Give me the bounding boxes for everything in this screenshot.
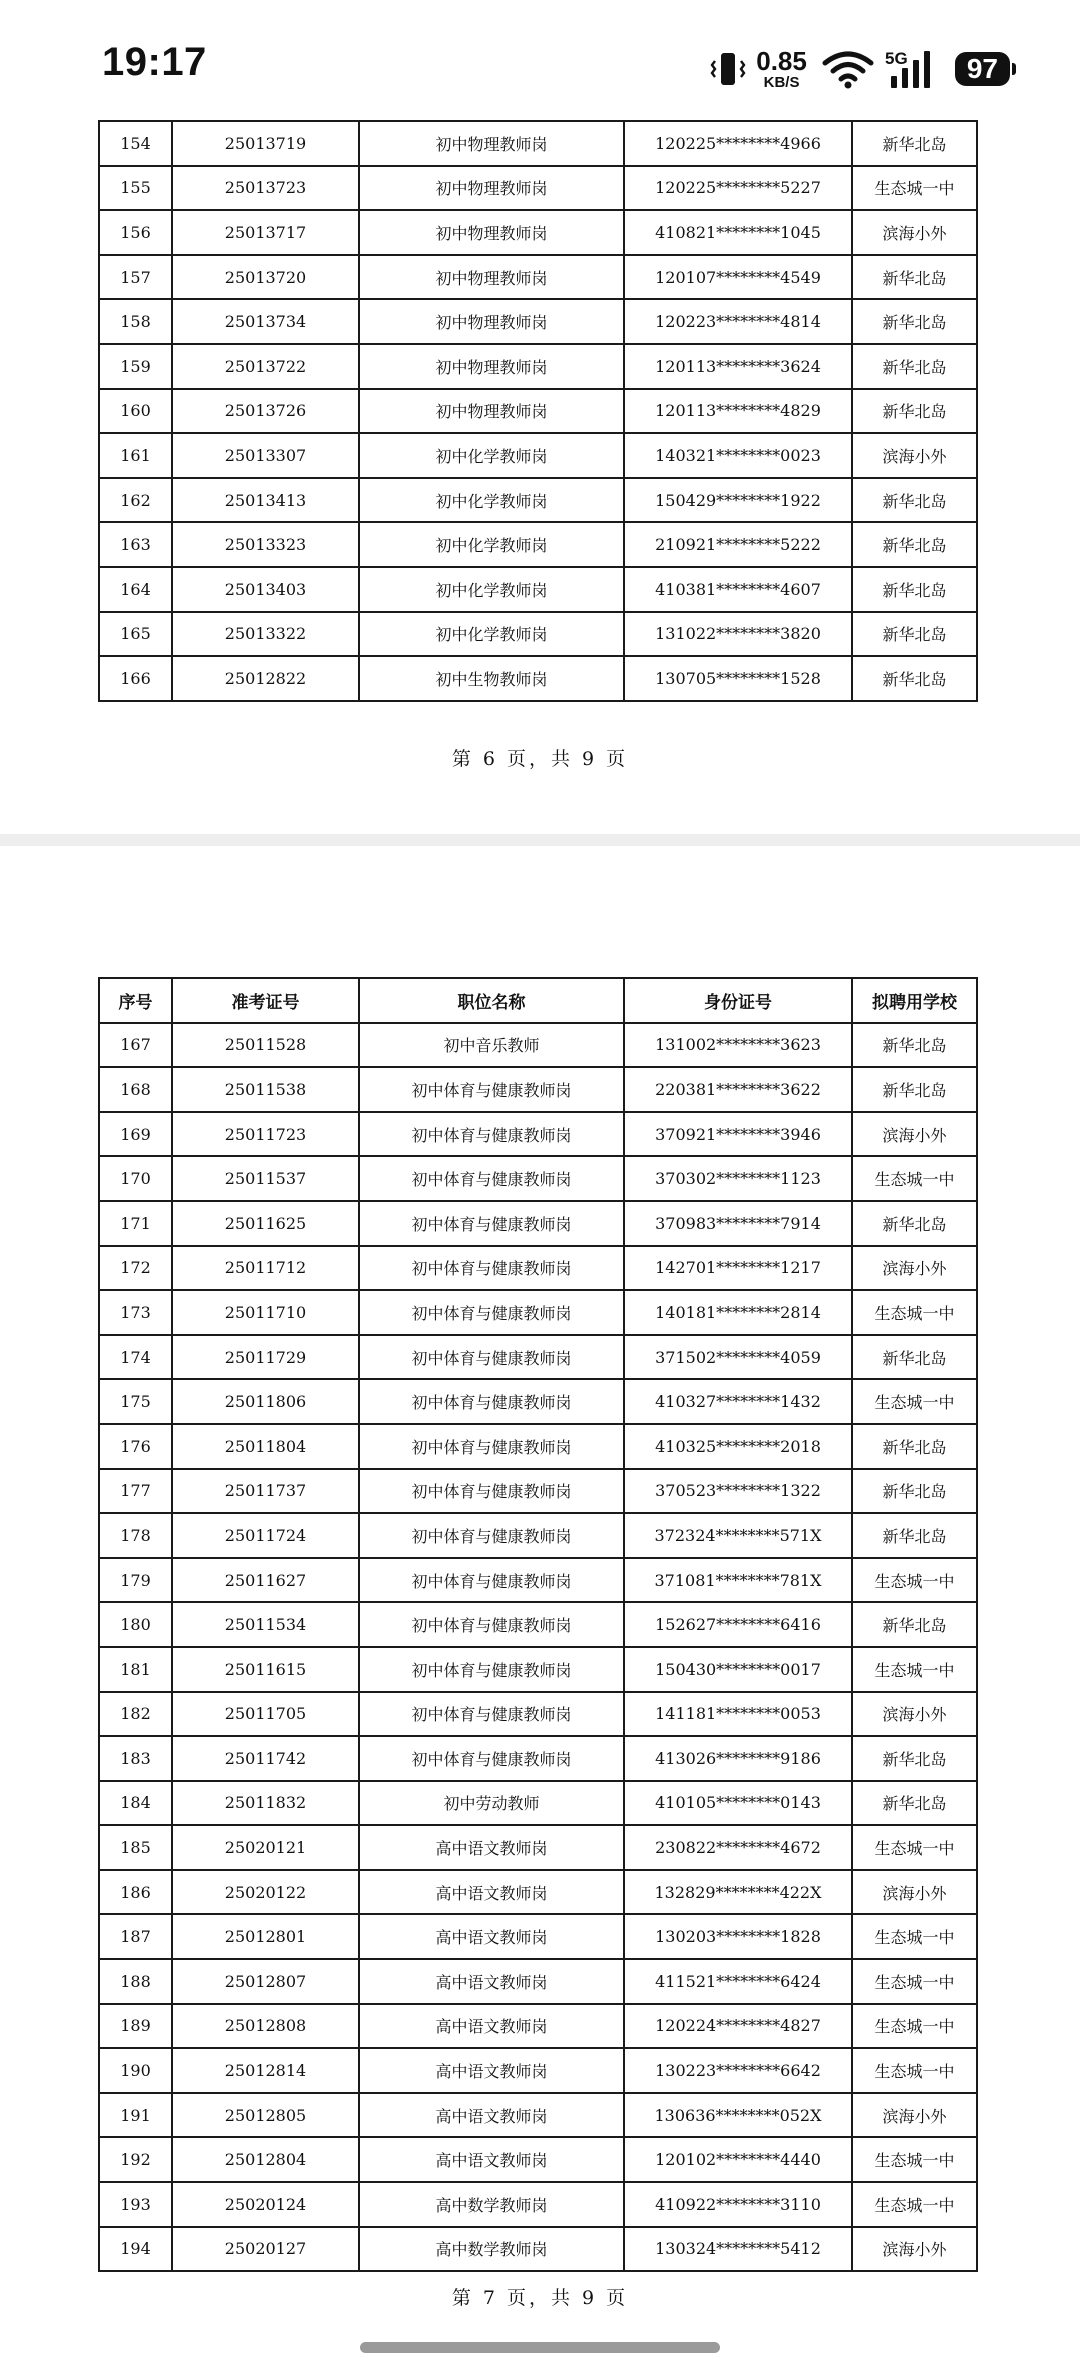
cell-school: 滨海小外 <box>852 1692 977 1737</box>
cell-id-number: 142701********1217 <box>624 1246 852 1291</box>
cell-position: 初中物理教师岗 <box>359 210 624 255</box>
network-type-label: 5G <box>884 49 908 68</box>
cell-exam-id: 25013720 <box>172 255 359 300</box>
table-row <box>99 255 977 300</box>
cell-index: 186 <box>99 1870 172 1915</box>
table-row <box>99 1914 977 1959</box>
cell-exam-id: 25020127 <box>172 2227 359 2272</box>
cell-id-number: 410922********3110 <box>624 2182 852 2227</box>
cell-school: 生态城一中 <box>852 1914 977 1959</box>
cell-id-number: 220381********3622 <box>624 1067 852 1112</box>
battery-icon <box>955 52 1010 86</box>
header-position: 职位名称 <box>359 978 624 1023</box>
cell-position: 初中生物教师岗 <box>359 656 624 701</box>
cell-id-number: 130636********052X <box>624 2093 852 2138</box>
cell-index: 192 <box>99 2137 172 2182</box>
cell-position: 初中物理教师岗 <box>359 344 624 389</box>
cell-index: 164 <box>99 567 172 612</box>
cell-school: 新华北岛 <box>852 1023 977 1068</box>
cell-position: 初中化学教师岗 <box>359 522 624 567</box>
cell-index: 176 <box>99 1424 172 1469</box>
cell-school: 新华北岛 <box>852 1513 977 1558</box>
status-time: 19:17 <box>102 40 207 84</box>
page-7-table-body <box>99 1023 977 2272</box>
page-6-table <box>98 120 978 702</box>
cell-index: 189 <box>99 2004 172 2049</box>
cell-exam-id: 25012804 <box>172 2137 359 2182</box>
cell-position: 初中体育与健康教师岗 <box>359 1290 624 1335</box>
cell-school: 新华北岛 <box>852 389 977 434</box>
cell-exam-id: 25011832 <box>172 1781 359 1826</box>
cell-exam-id: 25020124 <box>172 2182 359 2227</box>
cell-exam-id: 25011712 <box>172 1246 359 1291</box>
cell-position: 初中体育与健康教师岗 <box>359 1424 624 1469</box>
net-speed <box>756 48 807 90</box>
table-row <box>99 2048 977 2093</box>
cell-position: 初中化学教师岗 <box>359 433 624 478</box>
cell-exam-id: 25012822 <box>172 656 359 701</box>
cell-index: 193 <box>99 2182 172 2227</box>
table-row <box>99 1246 977 1291</box>
table-row <box>99 121 977 166</box>
table-row <box>99 1335 977 1380</box>
cell-exam-id: 25013323 <box>172 522 359 567</box>
table-row <box>99 1513 977 1558</box>
cell-position: 初中体育与健康教师岗 <box>359 1201 624 1246</box>
cell-id-number: 130324********5412 <box>624 2227 852 2272</box>
cell-position: 初中化学教师岗 <box>359 567 624 612</box>
cell-index: 180 <box>99 1602 172 1647</box>
cell-index: 160 <box>99 389 172 434</box>
table-row <box>99 389 977 434</box>
cell-position: 高中数学教师岗 <box>359 2227 624 2272</box>
table-row <box>99 1647 977 1692</box>
table-row <box>99 433 977 478</box>
page-6-table-body <box>99 121 977 701</box>
table-row <box>99 1558 977 1603</box>
cell-exam-id: 25012801 <box>172 1914 359 1959</box>
cell-id-number: 131002********3623 <box>624 1023 852 1068</box>
signal-icon <box>885 48 939 90</box>
cell-id-number: 132829********422X <box>624 1870 852 1915</box>
cell-id-number: 120102********4440 <box>624 2137 852 2182</box>
cell-school: 新华北岛 <box>852 121 977 166</box>
cell-index: 191 <box>99 2093 172 2138</box>
cell-exam-id: 25013403 <box>172 567 359 612</box>
page-7-table <box>98 977 978 2272</box>
cell-id-number: 410821********1045 <box>624 210 852 255</box>
table-row <box>99 1290 977 1335</box>
header-exam-id: 准考证号 <box>172 978 359 1023</box>
cell-id-number: 140321********0023 <box>624 433 852 478</box>
cell-position: 初中体育与健康教师岗 <box>359 1067 624 1112</box>
cell-id-number: 140181********2814 <box>624 1290 852 1335</box>
table-row <box>99 1023 977 1068</box>
cell-index: 175 <box>99 1379 172 1424</box>
cell-school: 生态城一中 <box>852 1379 977 1424</box>
cell-exam-id: 25011806 <box>172 1379 359 1424</box>
table-row <box>99 1825 977 1870</box>
cell-exam-id: 25011737 <box>172 1469 359 1514</box>
cell-index: 184 <box>99 1781 172 1826</box>
cell-school: 生态城一中 <box>852 2182 977 2227</box>
cell-school: 滨海小外 <box>852 1112 977 1157</box>
cell-school: 生态城一中 <box>852 1647 977 1692</box>
cell-school: 新华北岛 <box>852 1201 977 1246</box>
cell-index: 159 <box>99 344 172 389</box>
home-indicator[interactable] <box>360 2342 720 2353</box>
cell-id-number: 130203********1828 <box>624 1914 852 1959</box>
table-row <box>99 1156 977 1201</box>
cell-index: 165 <box>99 612 172 657</box>
cell-index: 171 <box>99 1201 172 1246</box>
table-row <box>99 1781 977 1826</box>
cell-school: 滨海小外 <box>852 433 977 478</box>
cell-school: 新华北岛 <box>852 344 977 389</box>
table-row <box>99 478 977 523</box>
cell-school: 新华北岛 <box>852 656 977 701</box>
cell-id-number: 141181********0053 <box>624 1692 852 1737</box>
header-id-number: 身份证号 <box>624 978 852 1023</box>
cell-index: 174 <box>99 1335 172 1380</box>
cell-school: 滨海小外 <box>852 210 977 255</box>
cell-id-number: 130705********1528 <box>624 656 852 701</box>
cell-position: 初中体育与健康教师岗 <box>359 1246 624 1291</box>
table-row <box>99 522 977 567</box>
cell-position: 初中体育与健康教师岗 <box>359 1692 624 1737</box>
table-row <box>99 1602 977 1647</box>
cell-school: 滨海小外 <box>852 2227 977 2272</box>
table-header-row <box>99 978 977 1023</box>
cell-position: 初中体育与健康教师岗 <box>359 1736 624 1781</box>
cell-exam-id: 25013307 <box>172 433 359 478</box>
table-row <box>99 2137 977 2182</box>
cell-position: 高中语文教师岗 <box>359 1959 624 2004</box>
header-school: 拟聘用学校 <box>852 978 977 1023</box>
cell-exam-id: 25011538 <box>172 1067 359 1112</box>
cell-id-number: 410325********2018 <box>624 1424 852 1469</box>
cell-school: 生态城一中 <box>852 2004 977 2049</box>
cell-id-number: 120113********4829 <box>624 389 852 434</box>
cell-school: 新华北岛 <box>852 567 977 612</box>
cell-position: 高中语文教师岗 <box>359 2048 624 2093</box>
cell-index: 167 <box>99 1023 172 1068</box>
cell-exam-id: 25011729 <box>172 1335 359 1380</box>
cell-index: 187 <box>99 1914 172 1959</box>
cell-exam-id: 25013734 <box>172 299 359 344</box>
cell-exam-id: 25011625 <box>172 1201 359 1246</box>
cell-position: 初中体育与健康教师岗 <box>359 1558 624 1603</box>
cell-exam-id: 25013719 <box>172 121 359 166</box>
table-row <box>99 2182 977 2227</box>
cell-school: 新华北岛 <box>852 1424 977 1469</box>
cell-index: 182 <box>99 1692 172 1737</box>
cell-index: 172 <box>99 1246 172 1291</box>
table-row <box>99 2227 977 2272</box>
table-row <box>99 1112 977 1157</box>
cell-index: 170 <box>99 1156 172 1201</box>
cell-position: 初中体育与健康教师岗 <box>359 1156 624 1201</box>
header-index: 序号 <box>99 978 172 1023</box>
table-row <box>99 344 977 389</box>
cell-exam-id: 25011627 <box>172 1558 359 1603</box>
cell-id-number: 410381********4607 <box>624 567 852 612</box>
cell-index: 169 <box>99 1112 172 1157</box>
cell-school: 新华北岛 <box>852 522 977 567</box>
cell-id-number: 120223********4814 <box>624 299 852 344</box>
table-row <box>99 567 977 612</box>
cell-position: 初中物理教师岗 <box>359 255 624 300</box>
cell-index: 168 <box>99 1067 172 1112</box>
status-icons <box>710 46 1010 92</box>
cell-id-number: 413026********9186 <box>624 1736 852 1781</box>
battery-level: 97 <box>966 53 998 84</box>
cell-exam-id: 25013723 <box>172 166 359 211</box>
cell-exam-id: 25012814 <box>172 2048 359 2093</box>
cell-index: 194 <box>99 2227 172 2272</box>
cell-school: 滨海小外 <box>852 1870 977 1915</box>
cell-school: 滨海小外 <box>852 2093 977 2138</box>
cell-school: 新华北岛 <box>852 299 977 344</box>
cell-school: 新华北岛 <box>852 1781 977 1826</box>
cell-id-number: 131022********3820 <box>624 612 852 657</box>
cell-position: 高中语文教师岗 <box>359 2093 624 2138</box>
cell-exam-id: 25011742 <box>172 1736 359 1781</box>
table-row <box>99 299 977 344</box>
cell-school: 生态城一中 <box>852 1290 977 1335</box>
status-bar <box>0 0 1080 120</box>
cell-exam-id: 25011705 <box>172 1692 359 1737</box>
page-separator <box>0 834 1080 846</box>
cell-exam-id: 25013413 <box>172 478 359 523</box>
cell-position: 初中体育与健康教师岗 <box>359 1602 624 1647</box>
cell-id-number: 370523********1322 <box>624 1469 852 1514</box>
table-row <box>99 656 977 701</box>
cell-index: 185 <box>99 1825 172 1870</box>
cell-exam-id: 25011804 <box>172 1424 359 1469</box>
table-row <box>99 1736 977 1781</box>
cell-school: 新华北岛 <box>852 1469 977 1514</box>
cell-position: 初中体育与健康教师岗 <box>359 1112 624 1157</box>
cell-id-number: 410327********1432 <box>624 1379 852 1424</box>
cell-id-number: 370983********7914 <box>624 1201 852 1246</box>
cell-index: 157 <box>99 255 172 300</box>
table-row <box>99 1201 977 1246</box>
cell-exam-id: 25012808 <box>172 2004 359 2049</box>
cell-exam-id: 25011615 <box>172 1647 359 1692</box>
cell-school: 生态城一中 <box>852 1825 977 1870</box>
cell-exam-id: 25011710 <box>172 1290 359 1335</box>
cell-id-number: 150429********1922 <box>624 478 852 523</box>
cell-position: 初中化学教师岗 <box>359 478 624 523</box>
cell-index: 183 <box>99 1736 172 1781</box>
cell-school: 生态城一中 <box>852 2137 977 2182</box>
cell-id-number: 230822********4672 <box>624 1825 852 1870</box>
cell-position: 初中体育与健康教师岗 <box>359 1513 624 1558</box>
cell-id-number: 410105********0143 <box>624 1781 852 1826</box>
cell-index: 156 <box>99 210 172 255</box>
cell-id-number: 371081********781X <box>624 1558 852 1603</box>
cell-position: 初中体育与健康教师岗 <box>359 1647 624 1692</box>
cell-position: 初中物理教师岗 <box>359 299 624 344</box>
cell-index: 188 <box>99 1959 172 2004</box>
cell-exam-id: 25011723 <box>172 1112 359 1157</box>
cell-school: 生态城一中 <box>852 2048 977 2093</box>
cell-school: 新华北岛 <box>852 1335 977 1380</box>
cell-position: 初中物理教师岗 <box>359 166 624 211</box>
cell-position: 初中体育与健康教师岗 <box>359 1469 624 1514</box>
cell-index: 166 <box>99 656 172 701</box>
cell-school: 生态城一中 <box>852 1156 977 1201</box>
cell-exam-id: 25013322 <box>172 612 359 657</box>
table-row <box>99 1067 977 1112</box>
cell-exam-id: 25011724 <box>172 1513 359 1558</box>
vibrate-icon <box>710 49 746 89</box>
cell-exam-id: 25011534 <box>172 1602 359 1647</box>
table-row <box>99 612 977 657</box>
cell-id-number: 372324********571X <box>624 1513 852 1558</box>
cell-position: 高中语文教师岗 <box>359 1825 624 1870</box>
cell-index: 179 <box>99 1558 172 1603</box>
cell-id-number: 120225********5227 <box>624 166 852 211</box>
cell-index: 177 <box>99 1469 172 1514</box>
cell-position: 初中体育与健康教师岗 <box>359 1379 624 1424</box>
cell-school: 生态城一中 <box>852 1959 977 2004</box>
cell-exam-id: 25011528 <box>172 1023 359 1068</box>
cell-school: 新华北岛 <box>852 612 977 657</box>
cell-exam-id: 25013717 <box>172 210 359 255</box>
page-6-footer: 第 6 页，共 9 页 <box>451 748 629 770</box>
cell-school: 滨海小外 <box>852 1246 977 1291</box>
cell-position: 初中物理教师岗 <box>359 389 624 434</box>
cell-id-number: 150430********0017 <box>624 1647 852 1692</box>
cell-school: 新华北岛 <box>852 255 977 300</box>
table-row <box>99 1379 977 1424</box>
table-row <box>99 166 977 211</box>
cell-position: 初中化学教师岗 <box>359 612 624 657</box>
table-row <box>99 2004 977 2049</box>
cell-school: 新华北岛 <box>852 1067 977 1112</box>
cell-exam-id: 25011537 <box>172 1156 359 1201</box>
table-row <box>99 1959 977 2004</box>
table-row <box>99 210 977 255</box>
cell-position: 初中音乐教师 <box>359 1023 624 1068</box>
cell-position: 初中劳动教师 <box>359 1781 624 1826</box>
cell-id-number: 370921********3946 <box>624 1112 852 1157</box>
cell-position: 初中物理教师岗 <box>359 121 624 166</box>
cell-index: 181 <box>99 1647 172 1692</box>
cell-index: 178 <box>99 1513 172 1558</box>
table-row <box>99 2093 977 2138</box>
cell-index: 190 <box>99 2048 172 2093</box>
cell-index: 158 <box>99 299 172 344</box>
cell-id-number: 130223********6642 <box>624 2048 852 2093</box>
cell-school: 生态城一中 <box>852 166 977 211</box>
net-speed-unit: KB/S <box>763 74 800 91</box>
cell-id-number: 120225********4966 <box>624 121 852 166</box>
cell-position: 高中语文教师岗 <box>359 1914 624 1959</box>
cell-index: 162 <box>99 478 172 523</box>
cell-index: 155 <box>99 166 172 211</box>
cell-id-number: 120224********4827 <box>624 2004 852 2049</box>
net-speed-value: 0.85 <box>756 46 807 76</box>
cell-exam-id: 25012805 <box>172 2093 359 2138</box>
cell-school: 新华北岛 <box>852 478 977 523</box>
cell-id-number: 370302********1123 <box>624 1156 852 1201</box>
cell-school: 新华北岛 <box>852 1602 977 1647</box>
cell-id-number: 371502********4059 <box>624 1335 852 1380</box>
cell-index: 173 <box>99 1290 172 1335</box>
cell-index: 154 <box>99 121 172 166</box>
cell-position: 高中语文教师岗 <box>359 2004 624 2049</box>
cell-position: 高中语文教师岗 <box>359 2137 624 2182</box>
cell-index: 161 <box>99 433 172 478</box>
cell-school: 新华北岛 <box>852 1736 977 1781</box>
cell-exam-id: 25020122 <box>172 1870 359 1915</box>
cell-exam-id: 25012807 <box>172 1959 359 2004</box>
cell-position: 高中数学教师岗 <box>359 2182 624 2227</box>
cell-exam-id: 25020121 <box>172 1825 359 1870</box>
table-row <box>99 1870 977 1915</box>
cell-school: 生态城一中 <box>852 1558 977 1603</box>
cell-position: 初中体育与健康教师岗 <box>359 1335 624 1380</box>
table-row <box>99 1469 977 1514</box>
cell-id-number: 120113********3624 <box>624 344 852 389</box>
cell-id-number: 411521********6424 <box>624 1959 852 2004</box>
table-row <box>99 1424 977 1469</box>
cell-index: 163 <box>99 522 172 567</box>
cell-exam-id: 25013722 <box>172 344 359 389</box>
cell-position: 高中语文教师岗 <box>359 1870 624 1915</box>
cell-exam-id: 25013726 <box>172 389 359 434</box>
page-7-footer: 第 7 页，共 9 页 <box>451 2287 629 2309</box>
cell-id-number: 120107********4549 <box>624 255 852 300</box>
cell-id-number: 210921********5222 <box>624 522 852 567</box>
wifi-icon <box>821 49 875 89</box>
table-row <box>99 1692 977 1737</box>
cell-id-number: 152627********6416 <box>624 1602 852 1647</box>
